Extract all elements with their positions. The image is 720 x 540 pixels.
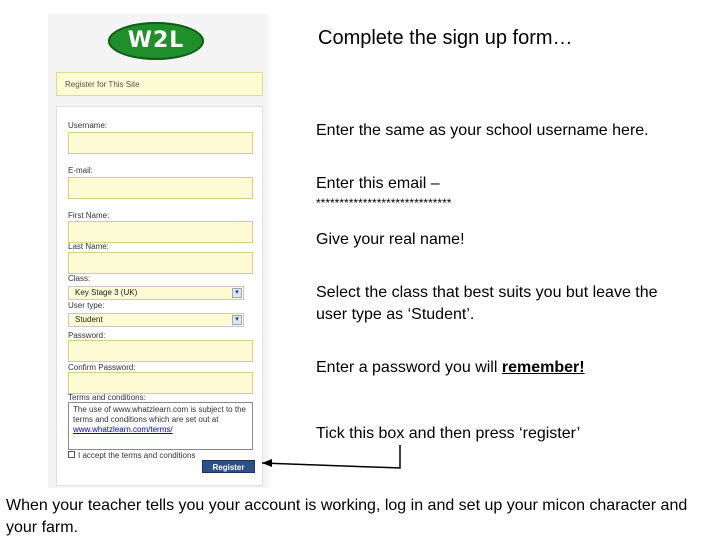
password-instruction (316, 357, 585, 379)
username-instruction: Enter the same as your school username here. (316, 122, 649, 139)
register-button[interactable]: Register (202, 460, 255, 473)
email-instruction: Enter this email – (316, 175, 440, 192)
password-instruction-text: Enter a password you will (316, 359, 502, 376)
remember-emphasis: remember! (501, 359, 585, 376)
chevron-down-icon[interactable]: ▾ (232, 288, 242, 298)
user-type-label: User type: (68, 301, 105, 310)
register-header (56, 72, 263, 96)
w2l-logo (108, 22, 204, 60)
first-name-label: First Name: (68, 211, 110, 220)
terms-textarea[interactable] (68, 402, 253, 450)
last-name-label: Last Name: (68, 242, 109, 251)
first-name-input[interactable] (68, 221, 253, 243)
page-title: Complete the sign up form… (318, 27, 573, 49)
name-instruction: Give your real name! (316, 231, 465, 248)
chevron-down-icon[interactable]: ▾ (232, 315, 242, 325)
register-header-label: Register for This Site (65, 80, 140, 89)
password-label: Password: (68, 331, 106, 340)
user-type-selected-value: Student (75, 315, 103, 324)
last-name-input[interactable] (68, 252, 253, 274)
agree-label: I accept the terms and conditions (78, 451, 196, 460)
terms-text: The use of www.whatzlearn.com is subject to the terms and conditions which are set out at (73, 405, 246, 424)
masked-email: ***************************** (316, 196, 452, 210)
class-label: Class: (68, 274, 91, 283)
confirm-password-input[interactable] (68, 372, 253, 394)
password-input[interactable] (68, 340, 253, 362)
bottom-note: When your teacher tells you your account is working, log in and set up your micon character and your farm. (6, 497, 688, 536)
class-instruction: Select the class that best suits you but leave the user type as ‘Student’. (316, 284, 658, 323)
class-selected-value: Key Stage 3 (UK) (75, 288, 138, 297)
email-input[interactable] (68, 177, 253, 199)
user-type-select[interactable] (68, 313, 244, 327)
confirm-password-label: Confirm Password: (68, 363, 136, 372)
class-select[interactable] (68, 286, 244, 300)
email-label: E-mail: (68, 166, 93, 175)
terms-link[interactable]: www.whatzlearn.com/terms/ (73, 425, 173, 434)
logo-text: W2L (127, 28, 185, 53)
username-input[interactable] (68, 132, 253, 154)
agree-checkbox[interactable] (68, 451, 75, 458)
terms-label: Terms and conditions: (68, 393, 146, 402)
username-label: Username: (68, 121, 108, 130)
terms-instruction: Tick this box and then press ‘register’ (316, 425, 581, 442)
